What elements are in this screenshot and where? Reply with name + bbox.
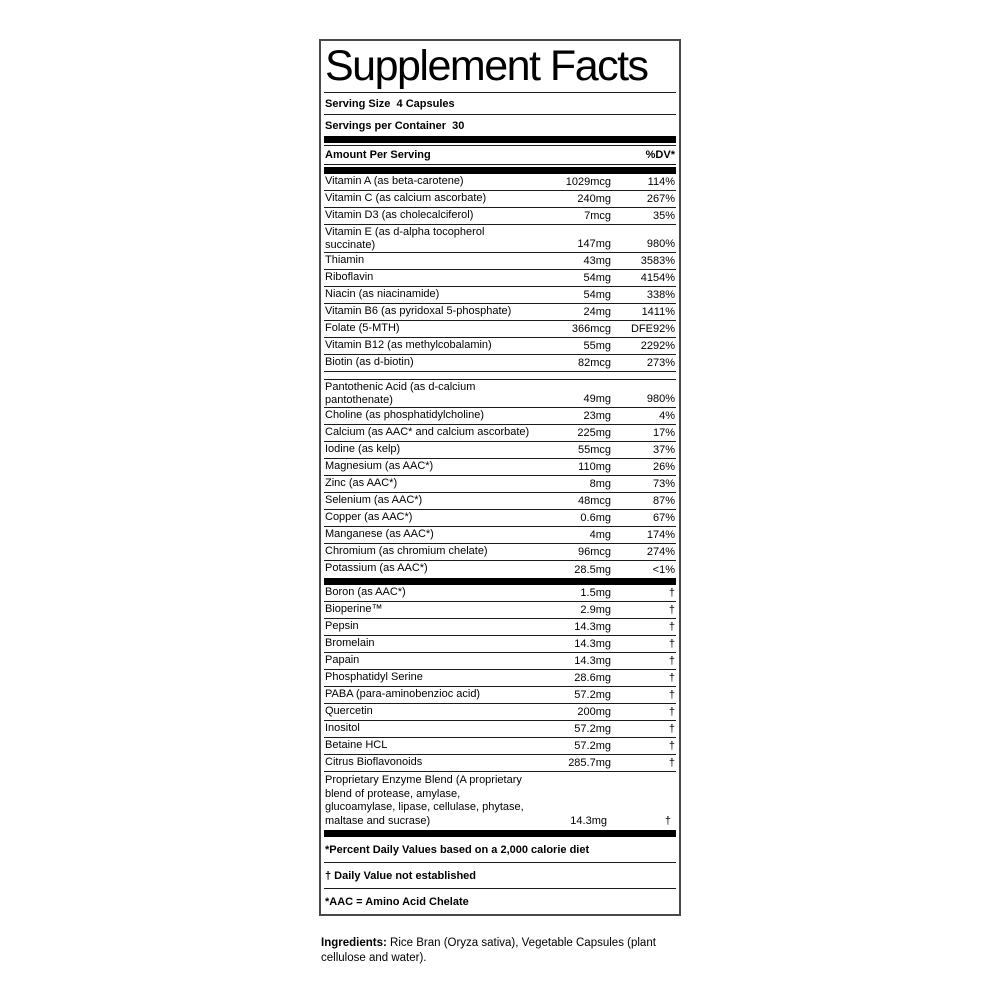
row-name: Selenium (as AAC*) xyxy=(325,494,423,507)
row-amount: 0.6mg xyxy=(580,512,611,525)
row-dv: † xyxy=(668,757,675,770)
row-amount: 14.3mg xyxy=(570,815,607,828)
table-row xyxy=(324,602,676,619)
table-row xyxy=(324,191,676,208)
section-bar xyxy=(324,830,676,837)
row-amount: 57.2mg xyxy=(574,689,611,702)
row-dv: † xyxy=(668,621,675,634)
row-dv: † xyxy=(668,706,675,719)
section-bar xyxy=(324,167,676,174)
other-ingredients-table xyxy=(324,585,676,830)
row-amount: 23mg xyxy=(583,410,611,423)
row-amount: 14.3mg xyxy=(574,638,611,651)
ingredients-list: Rice Bran (Oryza sativa), Vegetable Capsules (plant cellulose and water). xyxy=(321,937,656,964)
row-amount: 14.3mg xyxy=(574,655,611,668)
row-amount: 366mcg xyxy=(571,323,611,336)
row-amount: 24mg xyxy=(583,306,611,319)
row-name: Iodine (as kelp) xyxy=(325,443,401,456)
row-name: Potassium (as AAC*) xyxy=(325,562,428,575)
row-amount: 285.7mg xyxy=(568,757,611,770)
dv-header: %DV* xyxy=(645,149,675,162)
row-dv: † xyxy=(668,723,675,736)
row-name: Pantothenic Acid (as d-calcium pantothenate) xyxy=(325,381,476,407)
table-row xyxy=(324,459,676,476)
row-dv: 980% xyxy=(646,238,675,251)
ingredients-text xyxy=(321,936,679,966)
table-row xyxy=(324,721,676,738)
row-amount: 54mg xyxy=(583,289,611,302)
row-name: Chromium (as chromium chelate) xyxy=(325,545,488,558)
row-amount: 8mg xyxy=(589,478,611,491)
footnote-aac: *AAC = Amino Acid Chelate xyxy=(325,896,469,909)
row-name: Thiamin xyxy=(325,254,365,267)
row-amount: 48mcg xyxy=(577,495,611,508)
row-dv: 114% xyxy=(647,176,675,189)
row-amount: 55mcg xyxy=(577,444,611,457)
row-amount: 49mg xyxy=(583,393,611,406)
table-row xyxy=(324,321,676,338)
row-dv: 1411% xyxy=(641,306,675,319)
table-row xyxy=(324,755,676,772)
row-amount: 7mcg xyxy=(584,210,611,223)
row-amount: 82mcg xyxy=(577,357,611,370)
row-name: Vitamin A (as beta-carotene) xyxy=(325,175,464,188)
table-row xyxy=(324,704,676,721)
row-name: Manganese (as AAC*) xyxy=(325,528,434,541)
table-row xyxy=(324,270,676,287)
row-name: Vitamin B6 (as pyridoxal 5-phosphate) xyxy=(325,305,512,318)
row-dv: 4154% xyxy=(640,272,675,285)
supplement-facts-panel xyxy=(319,39,681,916)
row-amount: 2.9mg xyxy=(580,604,611,617)
row-dv: 2292% xyxy=(640,340,675,353)
panel-title: Supplement Facts xyxy=(324,41,676,93)
row-amount: 96mcg xyxy=(577,546,611,559)
row-dv: 17% xyxy=(652,427,675,440)
table-row xyxy=(324,304,676,321)
row-name: Citrus Bioflavonoids xyxy=(325,756,423,769)
column-header xyxy=(324,145,676,165)
row-dv: † xyxy=(668,587,675,600)
row-dv: † xyxy=(664,815,671,828)
table-row xyxy=(324,425,676,442)
section-bar xyxy=(324,136,676,143)
row-amount: 110mg xyxy=(578,461,611,474)
table-row xyxy=(324,287,676,304)
row-dv: 37% xyxy=(652,444,675,457)
table-row xyxy=(324,408,676,425)
row-dv: † xyxy=(668,689,675,702)
row-name: Quercetin xyxy=(325,705,373,718)
row-name: Papain xyxy=(325,654,360,667)
table-row xyxy=(324,738,676,755)
row-dv: 73% xyxy=(652,478,675,491)
row-name: Vitamin E (as d-alpha tocopherol succinate) xyxy=(325,226,485,252)
footnote-daily-value: † Daily Value not established xyxy=(324,863,676,889)
row-dv: 980% xyxy=(646,393,675,406)
table-row xyxy=(324,253,676,270)
row-name: Inositol xyxy=(325,722,360,735)
row-name: Proprietary Enzyme Blend (A proprietary blend of protease, amylase, glucoamylase, lipase, cellulase, phytase, maltase and sucrase) xyxy=(325,774,524,827)
row-amount: 240mg xyxy=(577,193,611,206)
row-dv: 274% xyxy=(646,546,675,559)
row-name: Vitamin C (as calcium ascorbate) xyxy=(325,192,487,205)
row-name: Vitamin B12 (as methylcobalamin) xyxy=(325,339,492,352)
row-name: Phosphatidyl Serine xyxy=(325,671,423,684)
group-divider xyxy=(324,372,676,380)
row-name: Zinc (as AAC*) xyxy=(325,477,398,490)
row-name: Calcium (as AAC* and calcium ascorbate) xyxy=(325,426,530,439)
row-amount: 55mg xyxy=(583,340,611,353)
table-row xyxy=(324,493,676,510)
row-amount: 28.5mg xyxy=(574,564,611,577)
row-name: Folate (5-MTH) xyxy=(325,322,400,335)
table-row xyxy=(324,772,676,830)
servings-per-container: Servings per Container 30 xyxy=(325,120,465,133)
row-amount: 1029mcg xyxy=(565,176,611,189)
row-name: Betaine HCL xyxy=(325,739,388,752)
row-dv: 87% xyxy=(652,495,675,508)
row-dv: 273% xyxy=(646,357,675,370)
row-dv: 338% xyxy=(646,289,675,302)
table-row xyxy=(324,476,676,493)
table-row xyxy=(324,687,676,704)
row-amount: 225mg xyxy=(577,427,611,440)
row-name: Bromelain xyxy=(325,637,375,650)
row-amount: 1.5mg xyxy=(580,587,611,600)
amount-per-serving-header: Amount Per Serving xyxy=(325,149,431,162)
row-name: Copper (as AAC*) xyxy=(325,511,413,524)
table-row xyxy=(324,510,676,527)
row-dv: 26% xyxy=(652,461,675,474)
table-row xyxy=(324,174,676,191)
row-amount: 43mg xyxy=(583,255,611,268)
row-amount: 14.3mg xyxy=(574,621,611,634)
row-name: Magnesium (as AAC*) xyxy=(325,460,434,473)
row-amount: 200mg xyxy=(577,706,611,719)
row-dv: † xyxy=(668,740,675,753)
row-dv: 3583% xyxy=(640,255,675,268)
table-row xyxy=(324,442,676,459)
table-row xyxy=(324,561,676,578)
table-row xyxy=(324,225,676,253)
table-row xyxy=(324,338,676,355)
vitamins-table xyxy=(324,174,676,372)
row-dv: DFE92% xyxy=(630,323,675,336)
row-dv: <1% xyxy=(652,564,675,577)
row-dv: † xyxy=(668,655,675,668)
row-dv: † xyxy=(668,672,675,685)
row-name: Riboflavin xyxy=(325,271,374,284)
row-name: Vitamin D3 (as cholecalciferol) xyxy=(325,209,474,222)
table-row xyxy=(324,636,676,653)
table-row xyxy=(324,527,676,544)
table-row xyxy=(324,619,676,636)
row-amount: 57.2mg xyxy=(574,740,611,753)
minerals-table xyxy=(324,380,676,578)
row-dv: 35% xyxy=(652,210,675,223)
row-amount: 4mg xyxy=(589,529,611,542)
row-dv: 267% xyxy=(646,193,675,206)
row-name: PABA (para-aminobenzioc acid) xyxy=(325,688,481,701)
table-row xyxy=(324,355,676,372)
row-amount: 54mg xyxy=(583,272,611,285)
table-row xyxy=(324,585,676,602)
table-row xyxy=(324,544,676,561)
row-name: Biotin (as d-biotin) xyxy=(325,356,414,369)
footnote-percent-dv: *Percent Daily Values based on a 2,000 calorie diet xyxy=(324,837,676,863)
row-name: Pepsin xyxy=(325,620,359,633)
row-dv: 4% xyxy=(659,410,675,423)
ingredients-label: Ingredients: xyxy=(321,937,387,949)
row-name: Bioperine™ xyxy=(325,603,383,616)
row-dv: † xyxy=(668,638,675,651)
row-amount: 147mg xyxy=(577,238,611,251)
table-row xyxy=(324,670,676,687)
row-amount: 28.6mg xyxy=(574,672,611,685)
row-dv: † xyxy=(668,604,675,617)
row-name: Boron (as AAC*) xyxy=(325,586,406,599)
serving-size: Serving Size 4 Capsules xyxy=(324,93,676,115)
table-row xyxy=(324,380,676,408)
row-dv: 67% xyxy=(652,512,675,525)
table-row xyxy=(324,653,676,670)
row-name: Choline (as phosphatidylcholine) xyxy=(325,409,484,422)
row-amount: 57.2mg xyxy=(574,723,611,736)
row-name: Niacin (as niacinamide) xyxy=(325,288,440,301)
section-bar xyxy=(324,578,676,585)
row-dv: 174% xyxy=(646,529,675,542)
table-row xyxy=(324,208,676,225)
